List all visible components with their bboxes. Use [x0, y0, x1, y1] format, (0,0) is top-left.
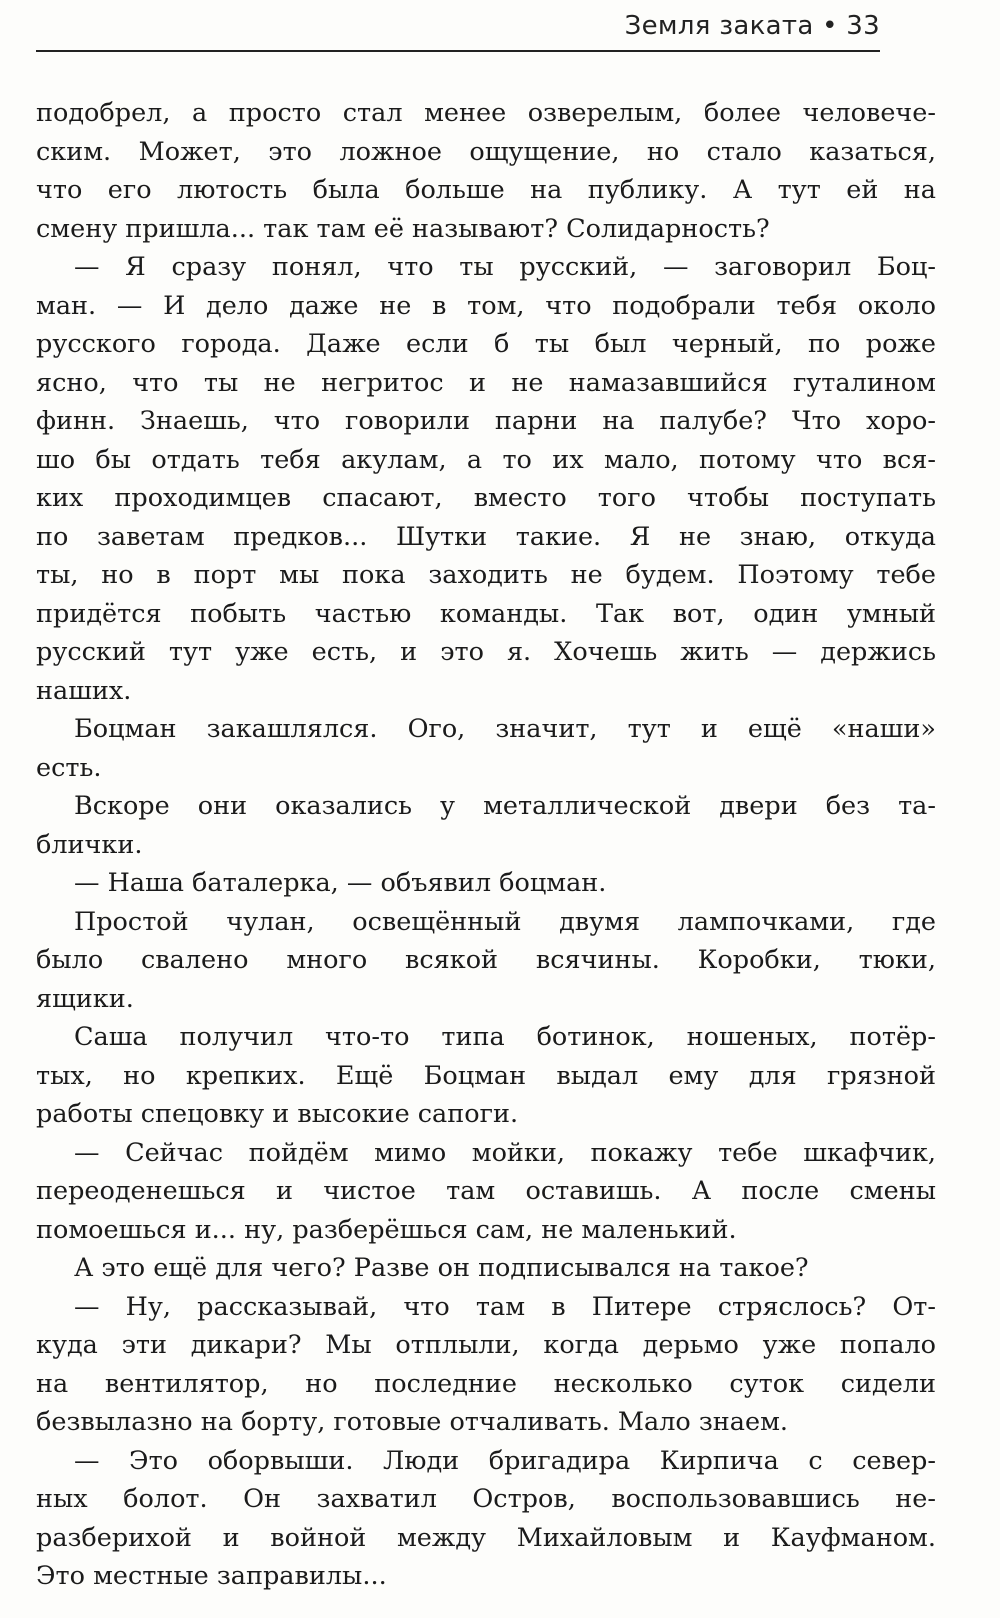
text-line: ких проходимцев спасают, вместо того чтобы поступать: [36, 483, 936, 513]
text-line: Вскоре они оказались у металлической двери без та-: [74, 791, 936, 821]
text-line: на вентилятор, но последние несколько суток сидели: [36, 1368, 936, 1399]
text-line: — Это оборвыши. Люди бригадира Кирпича с север-: [74, 1445, 936, 1476]
text-line: ных болот. Он захватил Остров, воспользовавшись не-: [36, 1484, 936, 1514]
text-line: блички.: [36, 829, 143, 860]
text-line: финн. Знаешь, что говорили парни на палубе? Что хоро-: [36, 406, 936, 436]
text-line: ящики.: [36, 983, 134, 1014]
text-line: русского города. Даже если б ты был черный, по роже: [36, 329, 936, 359]
text-line: — Наша баталерка, — объявил боцман.: [74, 868, 607, 898]
text-line: — Сейчас пойдём мимо мойки, покажу тебе шкафчик,: [74, 1137, 936, 1168]
text-line: есть.: [36, 752, 102, 783]
text-line: работы спецовку и высокие сапоги.: [36, 1099, 519, 1129]
text-line: наших.: [36, 675, 132, 706]
text-line: — Я сразу понял, что ты русский, — заговорил Боц-: [74, 252, 936, 282]
text-line: разберихой и войной между Михайловым и Кауфманом.: [36, 1522, 936, 1553]
running-head: Земля заката • 33: [36, 6, 880, 52]
text-line: ты, но в порт мы пока заходить не будем. Поэтому тебе: [36, 560, 936, 590]
text-line: было свалено много всякой всячины. Коробки, тюки,: [36, 945, 936, 975]
text-line: ман. — И дело даже не в том, что подобрали тебя около: [36, 290, 936, 321]
text-line: подобрел, а просто стал менее озверелым, более человече-: [36, 98, 936, 128]
text-line: русский тут уже есть, и это я. Хочешь жить — держись: [36, 637, 936, 667]
text-line: Боцман закашлялся. Ого, значит, тут и ещё «наши»: [74, 714, 936, 744]
text-line: помоешься и... ну, разберёшься сам, не маленький.: [36, 1214, 737, 1245]
text-line: — Ну, рассказывай, что там в Питере стряслось? От-: [74, 1291, 936, 1322]
text-line: Простой чулан, освещённый двумя лампочками, где: [74, 906, 936, 937]
text-line: А это ещё для чего? Разве он подписывался на такое?: [74, 1253, 809, 1283]
text-line: куда эти дикари? Мы отплыли, когда дерьмо уже попало: [36, 1330, 936, 1360]
text-line: ясно, что ты не негритос и не намазавшийся гуталином: [36, 367, 936, 398]
text-line: смену пришла... так там её называют? Солидарность?: [36, 213, 770, 244]
text-line: Это местные заправилы...: [36, 1561, 387, 1591]
text-line: что его лютость была больше на публику. А тут ей на: [36, 175, 936, 205]
text-line: придётся побыть частью команды. Так вот, один умный: [36, 598, 936, 629]
text-line: шо бы отдать тебя акулам, а то их мало, потому что вся-: [36, 444, 936, 475]
text-line: безвылазно на борту, готовые отчаливать. Мало знаем.: [36, 1407, 789, 1437]
text-line: Саша получил что-то типа ботинок, ношеных, потёр-: [74, 1022, 936, 1052]
text-line: по заветам предков... Шутки такие. Я не знаю, откуда: [36, 521, 936, 552]
text-line: тых, но крепких. Ещё Боцман выдал ему для грязной: [36, 1060, 936, 1091]
body-text: [36, 94, 936, 1596]
text-line: переоденешься и чистое там оставишь. А после смены: [36, 1176, 936, 1206]
text-line: ским. Может, это ложное ощущение, но стало казаться,: [36, 136, 936, 167]
